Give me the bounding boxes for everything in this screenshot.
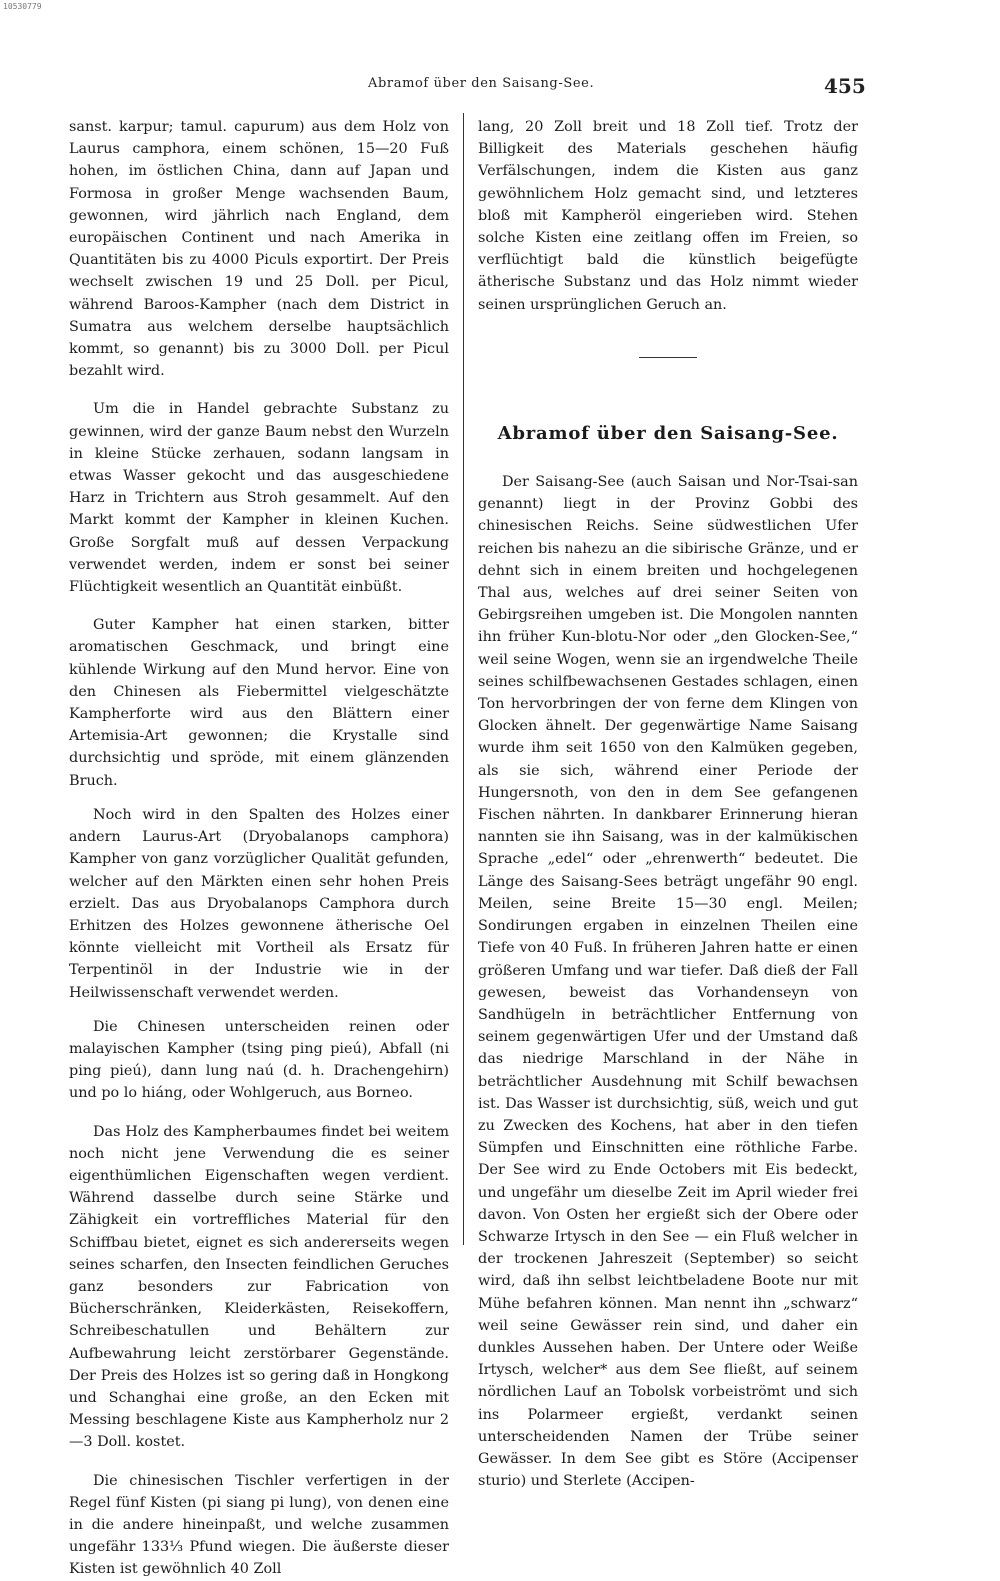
paragraph: Die Chinesen unterscheiden reinen oder malayischen Kampher (tsing ping pieú), Abfall (ni ping pieú), dann lung naú (d. h. Drachengehirn) und po lo hiáng, oder Wohlgeruch, aus Borneo. — [69, 1018, 449, 1102]
paragraph: Das Holz des Kampherbaumes findet bei weitem noch nicht jene Verwendung die es seiner eigenthümlichen Eigenschaften wegen verdient. Während dasselbe durch seine Stärke und Zähigkeit ein vortreffliches Material für den Schiffbau bietet, eignet es sich andererseits wegen seines scharfen, den Insecten feindlichen Geruches ganz besonders zur Fabrication von Bücherschränken, Kleiderkästen, Reisekoffern, Schreibeschatullen und Behältern zur Aufbewahrung leicht zerstörbarer Gegenstände. Der Preis des Holzes ist so gering daß in Hongkong und Schanghai eine große, an den Ecken mit Messing beschlagene Kiste aus Kampherholz nur 2—3 Doll. kostet. — [69, 1123, 449, 1451]
paragraph: Noch wird in den Spalten des Holzes einer andern Laurus-Art (Dryobalanops camphora) Kampher von ganz vorzüglicher Qualität gefunden, welcher auf den Märkten einen sehr hohen Preis erzielt. Das aus Dryobalanops Camphora durch Erhitzen des Holzes gewonnene ätherische Oel könnte vielleicht mit Vortheil als Ersatz für Terpentinöl in der Industrie wie in der Heilwissenschaft verwendet werden. — [69, 806, 449, 1001]
paragraph: Der Saisang-See (auch Saisan und Nor-Tsai-san genannt) liegt in der Provinz Gobbi des chinesischen Reichs. Seine südwestlichen Ufer reichen bis nahezu an die sibirische Gränze, und er dehnt sich in einem breiten und hochgelegenen Thal aus, welches auf drei seiner Seiten von Gebirgsreihen umgeben ist. Die Mongolen nannten ihn früher Kun-blotu-Nor oder „den Glocken-See,“ weil seine Wogen, wenn sie an irgendwelche Theile seines schilfbewachsenen Gestades schlagen, einen Ton hervorbringen der von ferne dem Klingen von Glocken ähnelt. Der gegenwärtige Name Saisang wurde ihm seit 1650 von den Kalmüken gegeben, als sie sich, während einer Periode der Hungersnoth, von den in dem See gefangenen Fischen nährten. In dankbarer Erinnerung hieran nannten sie ihn Saisang, was in der kalmükischen Sprache „edel“ oder „ehrenwerth“ bedeutet. Die Länge des Saisang-Sees beträgt ungefähr 90 engl. Meilen, seine Breite 15—30 engl. Meilen; Sondirungen ergaben in einzelnen Theilen eine Tiefe von 40 Fuß. In früheren Jahren hatte er einen größeren Umfang und war tiefer. Daß dieß der Fall gewesen, beweist das Vorhandenseyn von Sandhügeln in beträchtlicher Entfernung von seinem gegenwärtigen Ufer und der Umstand daß das niedrige Marschland in der Nähe in beträchtlicher Ausdehnung mit Schilf bewachsen ist. Das Wasser ist durchsichtig, süß, weich und gut zu Zwecken des Kochens, hat aber in den tiefen Sümpfen und Einschnitten eine röthliche Farbe. Der See wird zu Ende Octobers mit Eis bedeckt, und ungefähr um dieselbe Zeit im April wieder frei davon. Von Osten her ergießt sich der Obere oder Schwarze Irtysch in den See — ein Fluß welcher in der trockenen Jahreszeit (September) so seicht wird, daß ihn selbst leichtbeladene Boote nur mit Mühe befahren können. Man nennt ihn „schwarz“ weil seine Gewässer rein sind, und daher ein dunkles Aussehen haben. Der Untere oder Weiße Irtysch, welcher* aus dem See fließt, auf seinem nördlichen Lauf an Tobolsk vorbeiströmt und sich ins Polarmeer ergießt, verdankt seinen unterscheidenden Namen der Trübe seiner Gewässer. In dem See gibt es Störe (Accipenser sturio) und Sterlete (Accipen- — [478, 474, 858, 1490]
article-title: Abramof über den Saisang-See. — [497, 422, 839, 444]
paragraph: Die chinesischen Tischler verfertigen in der Regel fünf Kisten (pi siang pi lung), von denen eine in die andere hineinpaßt, und welche zusammen ungefähr 133⅓ Pfund wiegen. Die äußerste dieser Kisten ist gewöhnlich 40 Zoll — [69, 1472, 449, 1578]
scan-id-stamp: 10530779 — [3, 2, 42, 11]
left-column — [69, 116, 449, 1581]
paragraph-continued: lang, 20 Zoll breit und 18 Zoll tief. Trotz der Billigkeit des Materials geschehen häufig Verfälschungen, indem die Kisten aus ganz gewöhnlichem Holz gemacht sind, und letzteres bloß mit Kampheröl eingerieben wird. Stehen solche Kisten eine zeitlang offen im Freien, so verflüchtigt bald die künstlich beigefügte ätherische Substanz und das Holz nimmt wieder seinen ursprünglichen Geruch an. — [478, 119, 858, 313]
right-column — [478, 116, 858, 1492]
paragraph: Um die in Handel gebrachte Substanz zu gewinnen, wird der ganze Baum nebst den Wurzeln in kleine Stücke zerhauen, sodann langsam in etwas Wasser gekocht und das ausgeschiedene Harz in Trichtern aus Stroh gesammelt. Auf den Markt kommt der Kampher in kleinen Kuchen. Große Sorgfalt muß auf dessen Verpackung verwendet werden, indem er sonst bei seiner Flüchtigkeit wesentlich an Quantität einbüßt. — [69, 401, 449, 596]
page-number: 455 — [824, 74, 866, 98]
paragraph-continued: sanst. karpur; tamul. capurum) aus dem Holz von Laurus camphora, einem schönen, 15—20 Fuß hohen, im östlichen China, dann auf Japan und Formosa in großer Menge wachsenden Baum, gewonnen, wird jährlich nach England, dem europäischen Continent und nach Amerika in Quantitäten bis zu 4000 Piculs exportirt. Der Preis wechselt zwischen 19 und 25 Doll. per Picul, während Baroos-Kampher (nach dem District in Sumatra aus welchem derselbe hauptsächlich kommt, so genannt) bis zu 3000 Doll. per Picul bezahlt wird. — [69, 119, 449, 380]
paragraph: Guter Kampher hat einen starken, bitter aromatischen Geschmack, und bringt eine kühlende Wirkung auf den Mund hervor. Eine von den Chinesen als Fiebermittel vielgeschätzte Kampherforte wird aus den Blättern einer Artemisia-Art gewonnen; die Krystalle sind durchsichtig und spröde, mit einem glänzenden Bruch. — [69, 617, 449, 789]
section-separator — [639, 357, 697, 358]
running-head: Abramof über den Saisang-See. — [368, 76, 595, 91]
column-divider — [463, 113, 464, 1245]
